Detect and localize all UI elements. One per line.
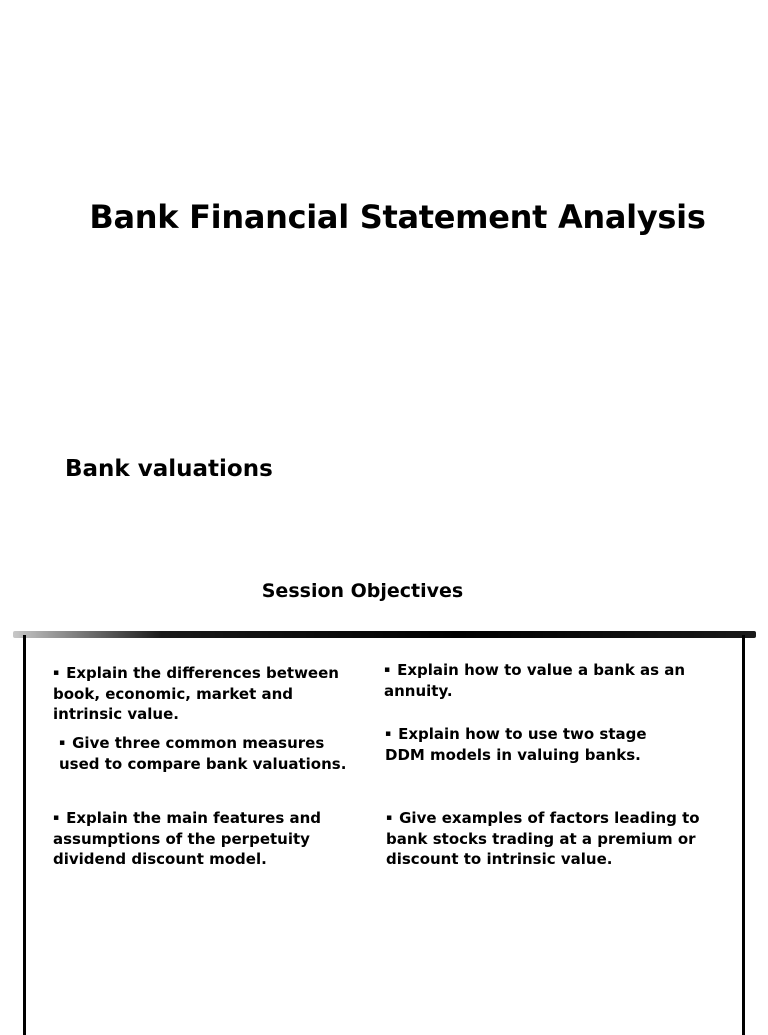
section-heading: Session Objectives [261, 580, 464, 602]
bullet-icon: ▪ [53, 668, 60, 678]
bullet-icon: ▪ [384, 665, 391, 675]
objective-item [53, 808, 348, 870]
objective-text: Explain the main features and assumptions of the perpetuity dividend discount model. [53, 809, 322, 868]
objective-text: Give examples of factors leading to bank stocks trading at a premium or discount to intrinsic value. [386, 809, 700, 868]
objective-item [53, 663, 353, 725]
objective-text: Explain the differences between book, economic, market and intrinsic value. [53, 664, 339, 723]
objective-item [384, 660, 694, 701]
objective-item [386, 808, 726, 870]
bullet-icon: ▪ [59, 738, 66, 748]
objective-text: Give three common measures used to compare bank valuations. [59, 734, 347, 773]
objective-text: Explain how to value a bank as an annuity. [384, 661, 686, 700]
bullet-icon: ▪ [386, 813, 393, 823]
bullet-icon: ▪ [53, 813, 60, 823]
objective-item [385, 724, 685, 765]
slide-title: Bank Financial Statement Analysis [89, 198, 706, 236]
bullet-icon: ▪ [385, 729, 392, 739]
objective-text: Explain how to use two stage DDM models in valuing banks. [385, 725, 647, 764]
objective-item [59, 733, 349, 774]
slide-subtitle: Bank valuations [65, 456, 273, 482]
